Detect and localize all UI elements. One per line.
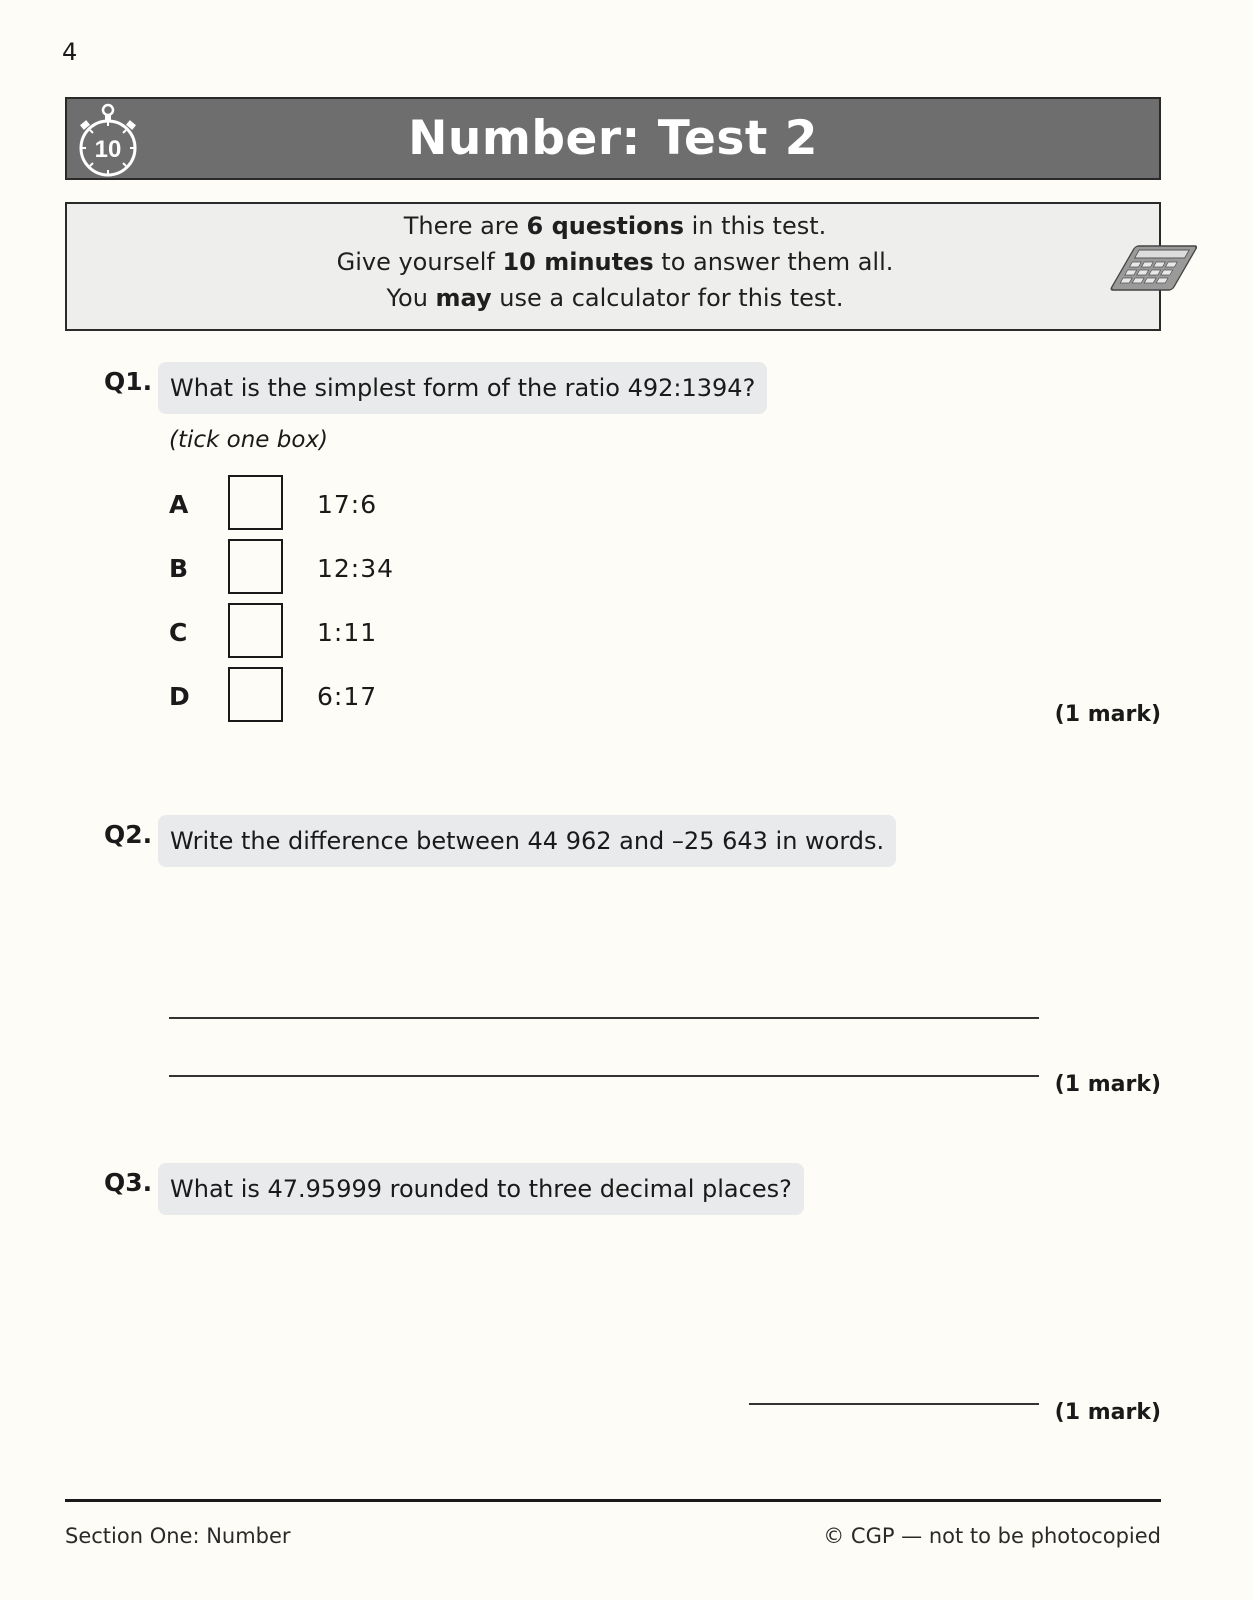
instruction-line-1: There are 6 questions in this test. bbox=[403, 212, 827, 240]
option-a-checkbox[interactable] bbox=[228, 475, 283, 530]
question-2-mark: (1 mark) bbox=[1054, 1072, 1161, 1097]
question-2-label: Q2. bbox=[104, 820, 153, 849]
question-2-answer-line-1[interactable] bbox=[169, 1017, 1039, 1019]
question-3-mark: (1 mark) bbox=[1054, 1400, 1161, 1425]
option-a-letter: A bbox=[169, 490, 189, 519]
question-1-text: What is the simplest form of the ratio 492:1394? bbox=[158, 362, 767, 414]
question-3-label: Q3. bbox=[104, 1168, 153, 1197]
footer-section: Section One: Number bbox=[65, 1524, 291, 1548]
option-d-checkbox[interactable] bbox=[228, 667, 283, 722]
option-c-value: 1:11 bbox=[317, 618, 378, 647]
instructions-box bbox=[65, 202, 1161, 331]
question-1-mark: (1 mark) bbox=[1054, 702, 1161, 727]
option-c-checkbox[interactable] bbox=[228, 603, 283, 658]
option-a-value: 17:6 bbox=[317, 490, 378, 519]
timer-label: 10 bbox=[94, 136, 122, 163]
question-3-answer-line[interactable] bbox=[749, 1403, 1039, 1405]
footer-divider bbox=[65, 1499, 1161, 1502]
option-b-checkbox[interactable] bbox=[228, 539, 283, 594]
option-d-letter: D bbox=[169, 682, 190, 711]
option-d-value: 6:17 bbox=[317, 682, 378, 711]
option-b-letter: B bbox=[169, 554, 189, 583]
option-c-letter: C bbox=[169, 618, 188, 647]
question-2-text: Write the difference between 44 962 and –25 643 in words. bbox=[158, 815, 896, 867]
question-3-text: What is 47.95999 rounded to three decimal places? bbox=[158, 1163, 804, 1215]
page-title: Number: Test 2 bbox=[408, 111, 818, 166]
question-2-answer-line-2[interactable] bbox=[169, 1075, 1039, 1077]
page-number: 4 bbox=[62, 38, 78, 66]
title-bar bbox=[65, 97, 1161, 180]
footer-copyright: © CGP — not to be photocopied bbox=[823, 1524, 1161, 1548]
question-1-label: Q1. bbox=[104, 367, 153, 396]
calculator-icon bbox=[1107, 240, 1197, 298]
option-b-value: 12:34 bbox=[317, 554, 395, 583]
question-1-hint: (tick one box) bbox=[169, 427, 329, 453]
instruction-line-3: You may use a calculator for this test. bbox=[386, 284, 844, 312]
instruction-line-2: Give yourself 10 minutes to answer them all. bbox=[336, 248, 894, 276]
